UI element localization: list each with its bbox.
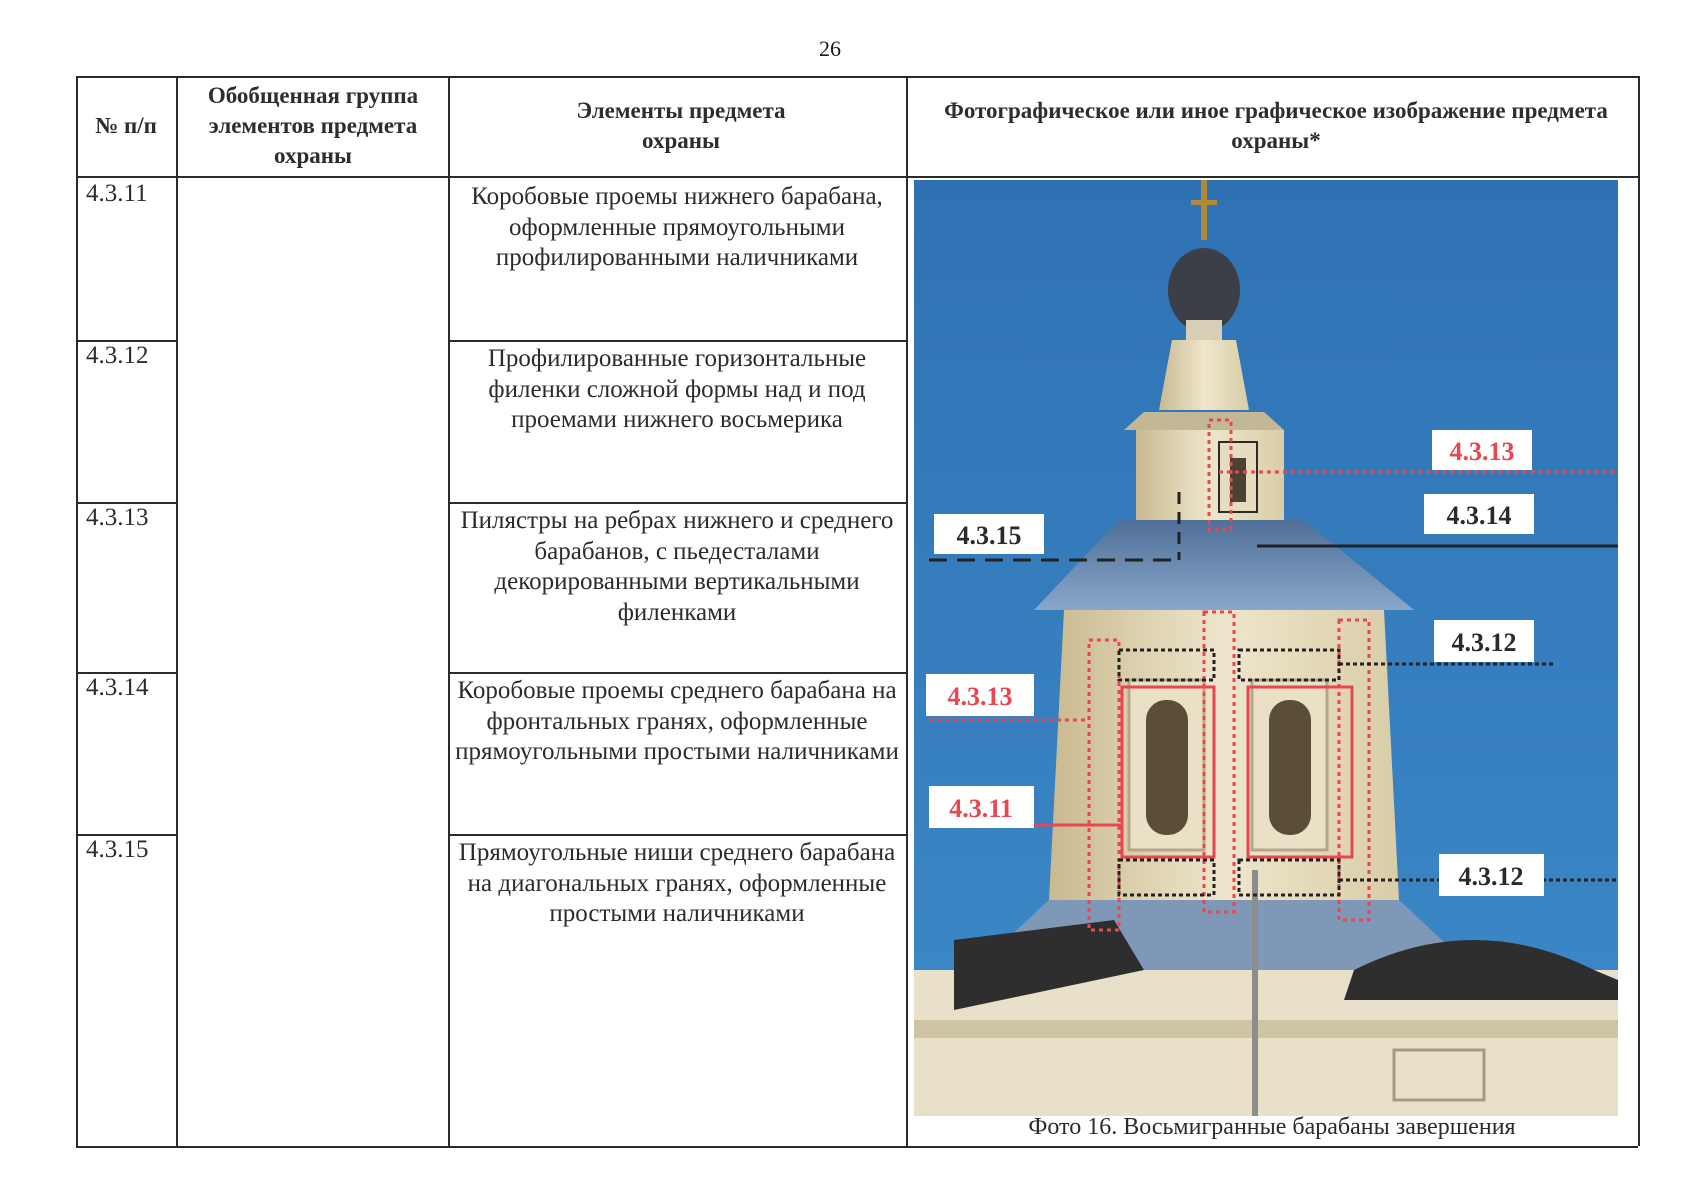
header-num: № п/п xyxy=(95,113,157,139)
protection-table xyxy=(76,76,1638,1146)
photo-caption: Фото 16. Восьмигранные барабаны завершения xyxy=(1028,1114,1516,1140)
photo-label: 4.3.12 xyxy=(1451,628,1517,657)
row-number: 4.3.13 xyxy=(86,504,149,531)
photo-label: 4.3.12 xyxy=(1458,862,1524,891)
row-element-text: Коробовые проемы нижнего барабана, оформленные прямоугольными профилированными наличниками xyxy=(471,183,883,271)
church-photo xyxy=(914,180,1618,1116)
row-element-text: Прямоугольные ниши среднего барабана на диагональных гранях, оформленные простыми наличниками xyxy=(458,839,896,927)
row-element-text: Профилированные горизонтальные филенки сложной формы над и под проемами нижнего восьмерика xyxy=(487,345,867,433)
header-elements: Элементы предмета охраны xyxy=(576,98,786,153)
page-number: 26 xyxy=(819,36,841,61)
photo-label: 4.3.14 xyxy=(1446,501,1512,530)
photo-label: 4.3.11 xyxy=(949,794,1013,823)
photo-label: 4.3.13 xyxy=(1449,437,1515,466)
row-element-text: Коробовые проемы среднего барабана на фронтальных гранях, оформленные прямоугольными простыми наличниками xyxy=(455,677,899,765)
header-group: Обобщенная группа элементов предмета охраны xyxy=(207,83,419,168)
row-number: 4.3.15 xyxy=(86,836,149,863)
row-number: 4.3.14 xyxy=(86,674,149,701)
header-image: Фотографическое или иное графическое изображение предмета охраны* xyxy=(944,98,1608,153)
row-number: 4.3.12 xyxy=(86,342,149,369)
row-element-text: Пилястры на ребрах нижнего и среднего барабанов, с пьедесталами декорированными вертикальными филенками xyxy=(460,507,894,626)
photo-label: 4.3.15 xyxy=(956,521,1022,550)
photo-label: 4.3.13 xyxy=(947,682,1013,711)
row-number: 4.3.11 xyxy=(86,180,148,207)
